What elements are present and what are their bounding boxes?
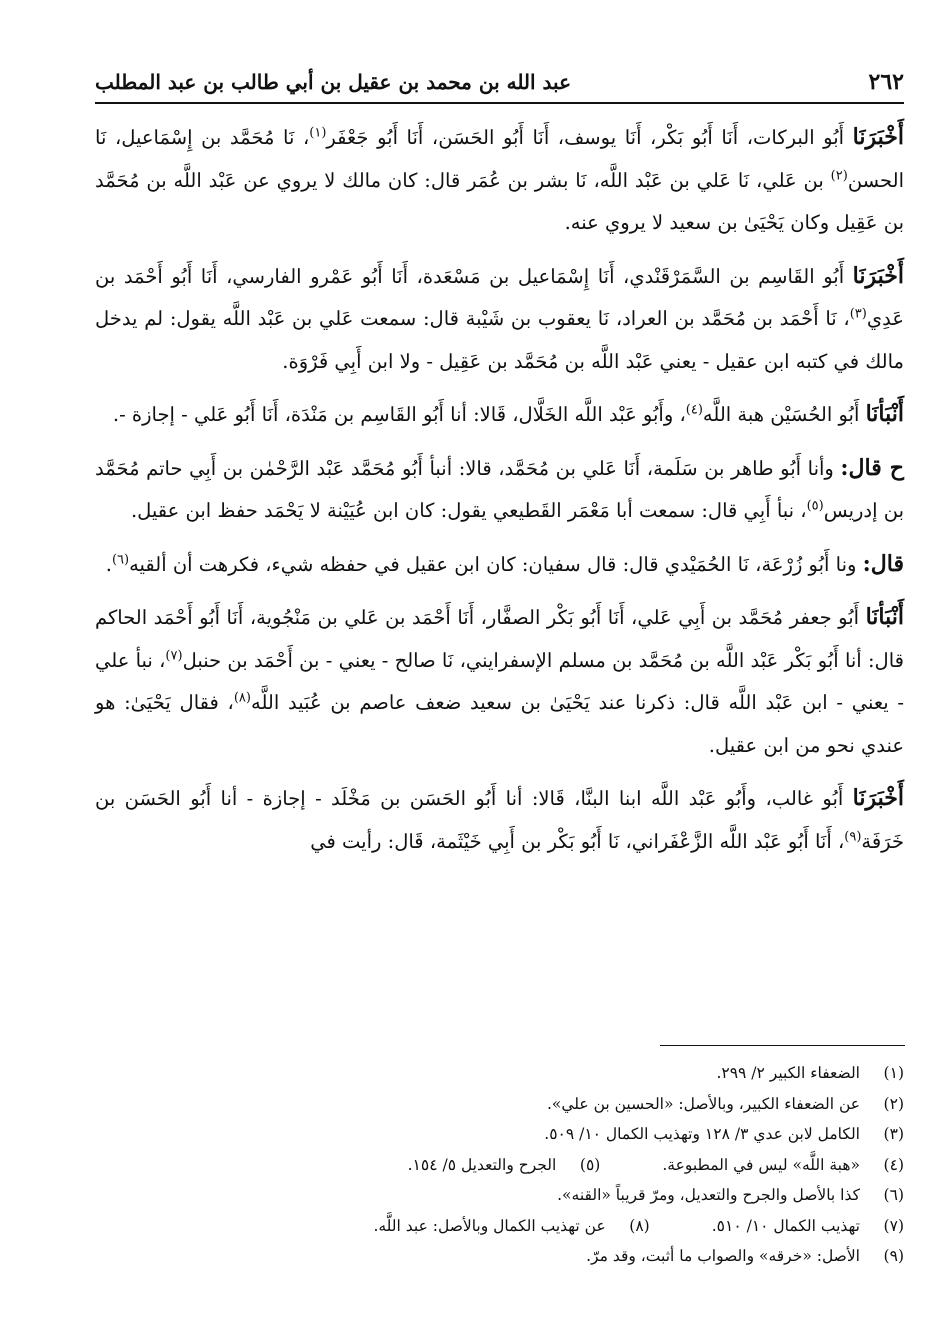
paragraph-lead: أَنْبَأنَا <box>865 604 904 630</box>
footnote <box>547 1089 904 1120</box>
paragraph-text: ، أَنَا أَبُو عَبْد اللَّه الزَّعْفَراني، نَا أَبُو بَكْر بن أَبِي خَيْثَمة، قَال: رأيت في <box>310 829 845 853</box>
footnote-text: الأصل: «خرقه» والصواب ما أثبت، وقد مرّ. <box>586 1247 860 1265</box>
footnote-reference: (٤) <box>685 402 703 418</box>
footnote-text: الضعفاء الكبير ٢/ ٢٩٩. <box>716 1064 860 1082</box>
footnote-reference: (٥) <box>806 498 824 514</box>
footnote-number: (١) <box>883 1064 904 1082</box>
footnotes <box>95 1058 904 1272</box>
footnote-text: الكامل لابن عدي ٣/ ١٢٨ وتهذيب الكمال ١٠/ ٥٠٩. <box>544 1125 860 1143</box>
footnote-separator <box>660 1045 905 1046</box>
paragraph-text: أَبُو جعفر مُحَمَّد بن أَبِي عَلي، أَنَا أَبُو بَكْر الصفَّار، أَنَا أَحْمَد بن عَلي بن مَنْجُوية، أَنَا أَبُو أَحْمَد الحاكم قال: أنا أَبُو بَكْر عَبْد اللَّه بن مُحَمَّد بن مسلم الإسفرايني، نَا صالح - يعني - بن أَحْمَد بن حنبل <box>95 606 904 672</box>
paragraph <box>95 543 904 587</box>
paragraph-lead: أَخْبَرَنَا <box>852 785 904 811</box>
footnote-reference: (١) <box>309 125 327 141</box>
footnote <box>544 1119 904 1150</box>
footnote-reference: (٦) <box>111 552 130 567</box>
footnote <box>557 1180 904 1211</box>
footnote-number: (٢) <box>883 1094 904 1113</box>
paragraph-text: أَبُو القَاسِم بن السَّمَرْقَنْدي، أَنَا إِسْمَاعيل بن مَسْعَدة، أَنَا أَبُو عَمْرو الفارسي، أَنَا أَبُو أَحْمَد بن عَدِي <box>95 264 904 330</box>
running-title: عبد الله بن محمد بن عقيل بن أبي طالب بن عبد المطلب <box>95 70 572 94</box>
paragraph-text: ، فقال يَحْيَىٰ: هو عندي نحو من ابن عقيل. <box>95 691 904 757</box>
paragraph <box>95 777 904 863</box>
paragraph-text: أَبُو البركات، أَنَا أَبُو بَكْر، أَنَا يوسف، أَنَا أَبُو الحَسَن، أَنَا أَبُو جَعْفَر <box>326 126 853 149</box>
footnote-reference: (٣) <box>849 306 867 322</box>
footnote-number: (٩) <box>883 1247 904 1265</box>
paragraph-text: ، وأَبُو عَبْد اللَّه الخَلَّال، قَالا: أنا أَبُو القَاسِم بن مَنْدَة، أَنَا أَبُو عَلي - إجازة -. <box>112 403 686 426</box>
page-number: ٢٦٢ <box>868 69 904 95</box>
footnote-text: عن الضعفاء الكبير، وبالأصل: «الحسين بن علي». <box>546 1094 860 1113</box>
footnote <box>712 1211 904 1242</box>
paragraph-text: ونا أَبُو زُرْعَة، نَا الحُمَيْدي قال: قال سفيان: كان ابن عقيل في حفظه شيء، فكرهت أن ألقيه <box>129 552 863 576</box>
footnote-number: (٨) <box>629 1216 650 1235</box>
footnote <box>373 1211 649 1242</box>
paragraph-text: ، نَا مُحَمَّد بن إِسْمَاعيل، نَا الحسن <box>95 126 904 192</box>
footnote-reference: (٨) <box>233 690 251 706</box>
footnote-text: عن تهذيب الكمال وبالأصل: عبد اللَّه. <box>373 1216 606 1235</box>
paragraph-lead: أَنْبَأنَا <box>865 401 904 427</box>
footnote <box>716 1058 904 1089</box>
footnote-row <box>95 1089 904 1120</box>
main-text <box>95 116 904 873</box>
paragraph-lead: أَخْبَرَنَا <box>852 262 904 289</box>
footnote-text: تهذيب الكمال ١٠/ ٥١٠. <box>711 1216 860 1235</box>
paragraph-text: وأنا أَبُو طاهر بن سَلَمة، أَنَا عَلي بن مُحَمَّد، قالا: أنبأ أَبُو مُحَمَّد عَبْد الرَّحْمٰن بن أَبِي حاتم مُحَمَّد بن إدريس <box>95 456 904 522</box>
footnote-number: (٣) <box>883 1125 904 1143</box>
running-header <box>95 62 904 104</box>
paragraph <box>95 116 904 245</box>
footnote-text: «هبة اللَّه» ليس في المطبوعة. <box>662 1155 860 1174</box>
footnote-reference: (٢) <box>830 168 848 183</box>
footnote-row <box>95 1150 904 1181</box>
footnote-text: الجرح والتعديل ٥/ ١٥٤. <box>407 1155 557 1174</box>
footnote-number: (٦) <box>883 1186 904 1204</box>
footnote-number: (٧) <box>883 1216 904 1235</box>
paragraph-text: بن عَلي، نَا عَلي بن عَبْد اللَّه، نَا بشر بن عُمَر قال: كان مالك لا يروي عن عَبْد اللَّه بن مُحَمَّد بن عَقِيل وكان يَحْيَىٰ بن سعيد لا يروي عنه. <box>95 168 904 234</box>
footnote-row <box>95 1241 904 1272</box>
paragraph-text: ، نبأ علي - يعني - ابن عَبْد اللَّه قال: ذكرنا عند يَحْيَىٰ بن سعيد ضعف عاصم بن عُبَيد اللَّه <box>95 648 905 714</box>
paragraph <box>95 596 904 767</box>
footnote-reference: (٧) <box>165 648 183 663</box>
paragraph <box>95 255 904 384</box>
footnote-reference: (٩) <box>844 829 862 844</box>
paragraph-text: . <box>105 552 112 576</box>
footnote <box>662 1150 904 1181</box>
footnote <box>586 1241 904 1272</box>
paragraph <box>95 447 904 533</box>
paragraph-text: ، نَا أَحْمَد بن مُحَمَّد بن العراد، نَا يعقوب بن شَيْبة قال: سمعت عَلي بن عَبْد اللَّه يقول: لم يدخل مالك في كتبه ابن عقيل - يعني عَبْد اللَّه بن مُحَمَّد بن عَقِيل - ولا ابن أَبِي فَرْوَة. <box>95 307 904 373</box>
footnote-number: (٥) <box>579 1155 601 1174</box>
footnote-row <box>95 1211 904 1242</box>
footnote-text: كذا بالأصل والجرح والتعديل، ومرّ قريباً «القنه». <box>557 1186 860 1204</box>
paragraph <box>95 393 904 437</box>
footnote-row <box>95 1180 904 1211</box>
paragraph-lead: ح قال: <box>840 454 904 481</box>
paragraph-text: أَبُو غالب، وأَبُو عَبْد اللَّه ابنا البنَّا، قَالا: أنا أَبُو الحَسَن بن مَخْلَد - إجازة - أنا أَبُو الحَسَن بن خَرَفَة <box>95 787 904 853</box>
paragraph-lead: قال: <box>862 550 904 577</box>
footnote-row <box>95 1058 904 1089</box>
footnote-number: (٤) <box>883 1155 904 1174</box>
footnote <box>408 1150 601 1181</box>
footnote-row <box>95 1119 904 1150</box>
paragraph-text: ، نبأ أَبِي قال: سمعت أبا مَعْمَر القَطيعي يقول: كان ابن عُيَيْنة لا يَحْمَد حفظ ابن عقيل. <box>130 499 807 522</box>
paragraph-text: أَبُو الحُسَيْن هبة اللَّه <box>702 403 866 426</box>
paragraph-lead: أَخْبَرَنَا <box>852 124 904 150</box>
